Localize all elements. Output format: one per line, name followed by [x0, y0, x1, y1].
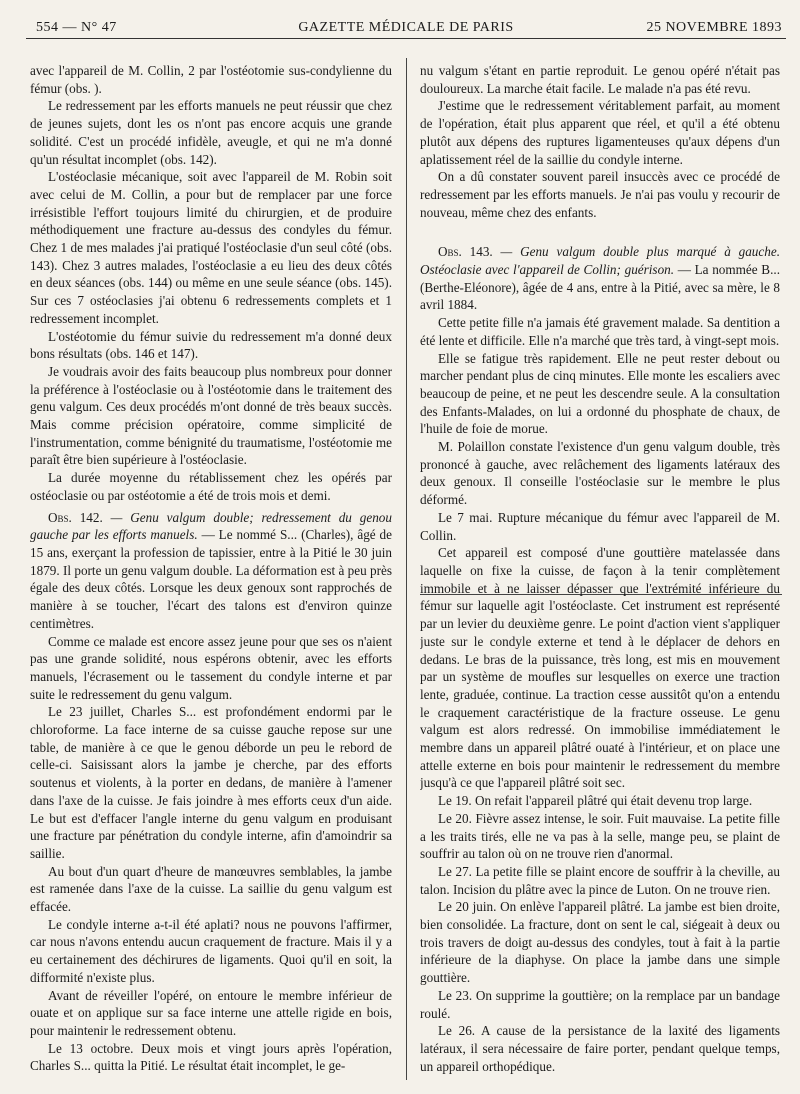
observation-text: — Le nommé S... (Charles), âgé de 15 ans, exerçant la profession de tapissier, entre à la Pitié le 30 juin 1879. Il porte un genu valgum double. La déformation est à peu près égale des deux côtés. Lorsque les deux genoux sont rapprochés de manière à se toucher, l'écart des talons est d'environ quinze centimètres.	[30, 527, 392, 631]
page-header	[26, 16, 786, 39]
paragraph: M. Polaillon constate l'existence d'un genu valgum double, très prononcé à gauche, avec relâchement des ligaments latéraux des deux genoux. Il conseille l'ostéoclasie sur le membre le plus déformé.	[420, 439, 780, 508]
paragraph: Avant de réveiller l'opéré, on entoure le membre inférieur de ouate et on applique sur sa face interne une attelle rigide en bois, pour maintenir le redressement obtenu.	[30, 987, 392, 1038]
left-column	[30, 62, 392, 1086]
observation-label: Obs. 142.	[48, 509, 103, 525]
paragraph: Cette petite fille n'a jamais été gravement malade. Sa dentition a été lente et difficile. Elle n'a marché que très tard, à vingt-sept mois.	[420, 315, 780, 348]
paragraph: Le 20 juin. On enlève l'appareil plâtré. La jambe est bien droite, bien consolidée. La fracture, dont on sent le cal, siégeait à deux ou trois travers de doigt au-dessus des condyles, tout à fait à la partie inférieure de la diaphyse. On place la jambe dans une simple gouttière.	[420, 899, 780, 986]
paragraph: Le 19. On refait l'appareil plâtré qui était devenu trop large.	[438, 793, 753, 809]
observation-title: — Genu valgum double; redressement du genou gauche par les efforts manuels.	[30, 509, 392, 543]
observation-143	[420, 243, 780, 314]
paragraph: L'ostéoclasie mécanique, soit avec l'appareil de M. Robin soit avec celui de M. Collin, a pour but de remplacer par une force irrésistible l'effort toujours limité du chirurgien, et de produire méthodiquement une fracture au-dessus des condyles du fémur. Chez 1 de mes malades j'ai pratiqué l'ostéoclasie d'un seul côté (obs. 143). Chez 3 autres malades, l'ostéoclasie a eu lieu des deux côtés en deux séances (obs. 144) ou même en une seule séance (obs. 145). Sur ces 7 ostéoclasies j'ai obtenu 6 redressements complets et 1 redressement incomplet.	[30, 169, 392, 326]
paragraph: Le 20. Fièvre assez intense, le soir. Fuit mauvaise. La petite fille a les traits tirés, elle ne va pas à la selle, mange peu, se plaint de souffrir au talon où on ne trouve rien d'anormal.	[420, 810, 780, 862]
paragraph: Le 26. A cause de la persistance de la laxité des ligaments latéraux, il sera nécessaire de faire porter, pendant quelque temps, un appareil orthopédique.	[420, 1023, 780, 1074]
paragraph: Cet appareil est composé d'une gouttière matelassée dans laquelle on fixe la cuisse, de façon à la tenir complètement immobile et à ne laisser dépasser que l'extrémité inférieure du fémur sur laquelle agit l'ostéoclaste. Cet instrument est représenté par un levier du deuxième genre. Le point d'action vient s'appliquer juste sur le condyle externe et tend à le déplacer de dehors en dedans. Le bras de la puissance, très long, est mis en mouvement par un système de moufles sur lesquelles on exerce une traction lente, graduée, continue. La traction cesse aussitôt qu'on a entendu le craquement caractéristique de la fracture osseuse. Le genu valgum est alors redressé. On immobilise immédiatement le membre dans un appareil plâtré ouaté à l'intérieur, et on place une attelle externe en bois pour maintenir le redressement du membre jusqu'à ce que l'appareil plâtré soit sec.	[420, 545, 780, 791]
issue-date: 25 NOVEMBRE 1893	[646, 20, 782, 35]
column-divider	[406, 58, 407, 1080]
paragraph: Le 13 octobre. Deux mois et vingt jours après l'opération, Charles S... quitta la Pitié. Le résultat était incomplet, le ge-	[30, 1040, 392, 1074]
paragraph: La durée moyenne du rétablissement chez les opérés par ostéoclasie ou par ostéotomie a été de trois mois et demi.	[30, 470, 392, 503]
observation-title: — Genu valgum double plus marqué à gauche. Ostéoclasie avec l'appareil de Collin; guérison.	[420, 244, 780, 278]
paragraph: On a dû constater souvent pareil insuccès avec ce procédé de redressement par les efforts manuels. Je n'ai pas voulu y recourir de nouveau, même chez des enfants.	[420, 169, 780, 220]
paragraph: avec l'appareil de M. Collin, 2 par l'ostéotomie sus-condylienne du fémur (obs. ).	[30, 63, 392, 96]
paragraph: nu valgum s'étant en partie reproduit. Le genou opéré n'était pas douloureux. La marche était facile. Le malade n'a pas été revu.	[420, 63, 780, 96]
observation-142	[30, 509, 392, 633]
page-number: 554 — N° 47	[36, 20, 117, 35]
paragraph: Le 27. La petite fille se plaint encore de souffrir à la cheville, au talon. Incision du plâtre avec la pince de Luton. On ne trouve rien.	[420, 863, 780, 897]
observation-label: Obs. 143.	[438, 244, 493, 260]
journal-title: GAZETTE MÉDICALE DE PARIS	[298, 20, 514, 35]
paragraph: Au bout d'un quart d'heure de manœuvres semblables, la jambe est ramenée dans l'axe de la cuisse. La saillie du genu valgum est effacée.	[30, 863, 392, 915]
right-column	[420, 62, 780, 1086]
paragraph: Je voudrais avoir des faits beaucoup plus nombreux pour donner la préférence à l'ostéoclasie ou à l'ostéotomie dans le traitement des genu valgum. Ces deux procédés m'ont donné de très beaux succès. Mais comme précision opératoire, comme simplicité de l'instrumentation, comme bénignité du traumatisme, l'ostéotomie me paraît être bien supérieure à l'ostéoclasie.	[30, 363, 392, 468]
paragraph: Le condyle interne a-t-il été aplati? nous ne pouvons l'affirmer, car nous n'avons entendu aucun craquement de fracture. Mais il y a eu certainement des déchirures de ligaments. Quoi qu'il en soit, la difformité n'existe plus.	[30, 916, 392, 985]
paragraph: Le 23. On supprime la gouttière; on la remplace par un bandage roulé.	[420, 987, 780, 1021]
paragraph: Le 23 juillet, Charles S... est profondément endormi par le chloroforme. La face interne de sa cuisse gauche repose sur une table, de manière à ce que le genou déborde un peu le rebord de celle-ci. Saisissant alors la jambe je cherche, par des efforts soutenus et violents, à la porter en dedans, de manière à l'amener dans l'axe de la cuisse. Je fais joindre à mes efforts ceux d'un aide. Le but est d'effacer l'angle interne du genu valgum en produisant une fracture par pénétration du condyle interne, afin d'amoindrir sa saillie.	[30, 704, 392, 861]
paragraph: Comme ce malade est encore assez jeune pour que ses os n'aient pas une grande solidité, nous espérons obtenir, avec les efforts manuels, l'écrasement ou le tassement du condyle interne et par suite le redressement du genu valgum.	[30, 633, 392, 702]
paragraph: Le redressement par les efforts manuels ne peut réussir que chez de jeunes sujets, dont les os n'ont pas encore acquis une grande solidité. C'est un procédé infidèle, aveugle, et qui ne m'a donné qu'un résultat incomplet (obs. 142).	[30, 98, 392, 167]
paragraph: Elle se fatigue très rapidement. Elle ne peut rester debout ou marcher pendant plus de cinq minutes. Elle monte les escaliers avec beaucoup de peine, et ne peut les descendre seule. A la consultation des Enfants-Malades, on lui a ordonné du phosphate de chaux, de l'huile de foie de morue.	[420, 350, 780, 437]
paragraph: J'estime que le redressement véritablement parfait, au moment de l'opération, était plus apparent que réel, et qu'il a été obtenu plutôt aux dépens des ruptures ligamenteuses qu'aux dépens d'un aplatissement réel de la saillie du condyle interne.	[420, 98, 780, 167]
observation-text: — La nommée B... (Berthe-Eléonore), âgée de 4 ans, entre à la Pitié, avec sa mère, le 8 avril 1884.	[420, 262, 780, 313]
paragraph: Le 7 mai. Rupture mécanique du fémur avec l'appareil de M. Collin.	[420, 509, 780, 543]
paragraph: L'ostéotomie du fémur suivie du redressement m'a donné deux bons résultats (obs. 146 et 147).	[30, 328, 392, 362]
